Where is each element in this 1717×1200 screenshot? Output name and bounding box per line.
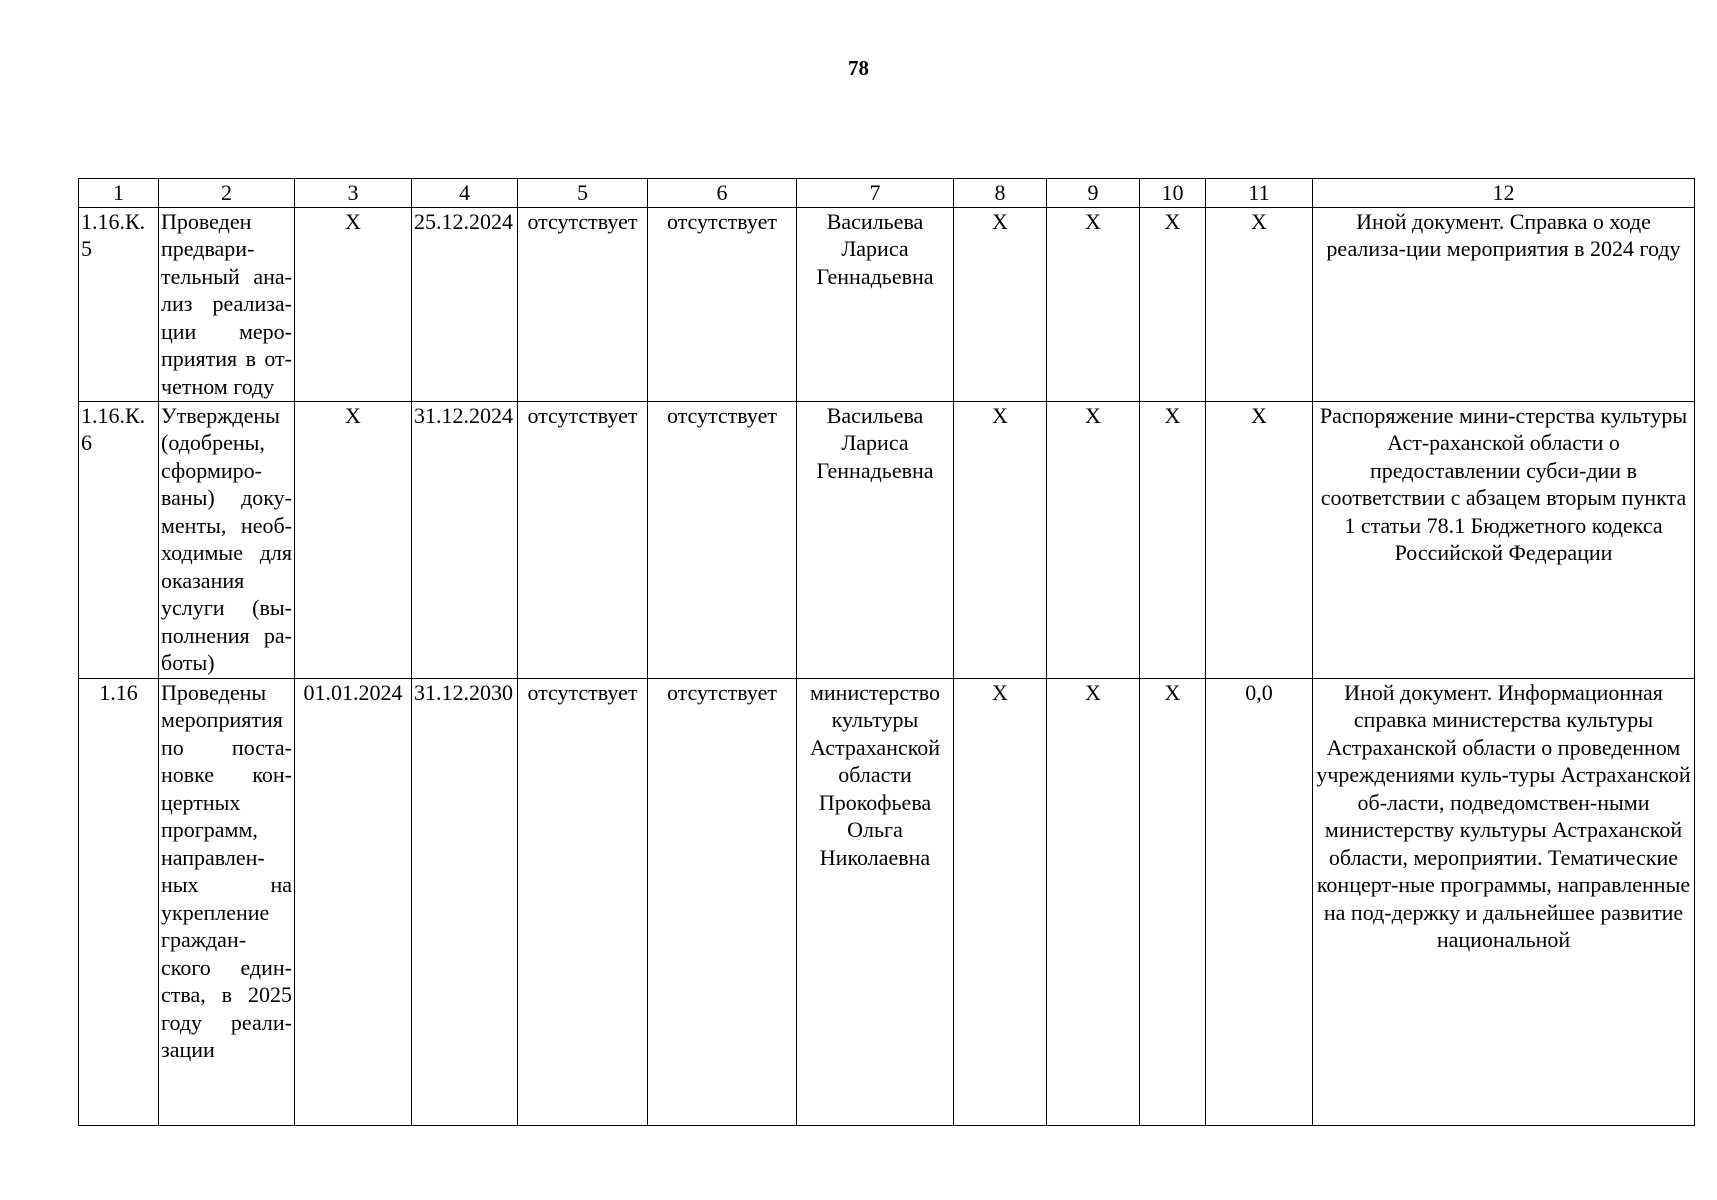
row-col5: отсутствует [518,207,648,401]
row-end: 25.12.2024 [412,207,518,401]
row-col9: X [1047,678,1140,1125]
row-document: Иной документ. Информационная справка министерства культуры Астраханской области о проведенном учреждениями куль-туры Астраханской об-ласти, подведомствен-ными министерству культуры Астраханской области, мероприятии. Тематические концерт-ные программы, направленные на под-держку и дальнейшее развитие национальной [1313,678,1695,1125]
row-id: 1.16.К.6 [79,401,159,678]
row-responsible: министерство культуры Астраханской области Прокофьева Ольга Николаевна [797,678,954,1125]
row-col6: отсутствует [648,678,797,1125]
row-col10: X [1140,401,1206,678]
row-start: X [295,207,412,401]
row-col6: отсутствует [648,207,797,401]
column-number: 5 [518,179,648,208]
column-number: 2 [159,179,295,208]
row-document: Иной документ. Справка о ходе реализа-ции мероприятия в 2024 году [1313,207,1695,401]
column-number: 4 [412,179,518,208]
row-start: 01.01.2024 [295,678,412,1125]
row-col11: X [1206,207,1313,401]
row-id: 1.16 [79,678,159,1125]
row-col11: X [1206,401,1313,678]
row-col11: 0,0 [1206,678,1313,1125]
row-document: Распоряжение мини-стерства культуры Аст-раханской области о предоставлении субси-дии в соответствии с абзацем вторым пункта 1 статьи 78.1 Бюджетного кодекса Российской Федерации [1313,401,1695,678]
document-table [78,178,1695,1126]
row-start: X [295,401,412,678]
column-number: 12 [1313,179,1695,208]
row-col6: отсутствует [648,401,797,678]
row-col8: X [954,207,1047,401]
row-id: 1.16.К.5 [79,207,159,401]
row-col9: X [1047,207,1140,401]
column-number-row [79,179,1695,208]
column-number: 3 [295,179,412,208]
row-description: Проведен предвари-тельный ана-лиз реализа-ции меро-приятия в от-четном году [159,207,295,401]
column-number: 6 [648,179,797,208]
row-col10: X [1140,207,1206,401]
row-col9: X [1047,401,1140,678]
column-number: 10 [1140,179,1206,208]
row-end: 31.12.2030 [412,678,518,1125]
row-col5: отсутствует [518,401,648,678]
table-row [79,401,1695,678]
row-description: Проведены мероприятия по поста-новке кон-цертных программ, направлен-ных на укрепление граждан-ского един-ства, в 2025 году реали-зации [159,678,295,1125]
row-col5: отсутствует [518,678,648,1125]
column-number: 1 [79,179,159,208]
row-col8: X [954,401,1047,678]
column-number: 7 [797,179,954,208]
column-number: 8 [954,179,1047,208]
row-col10: X [1140,678,1206,1125]
row-col8: X [954,678,1047,1125]
row-responsible: Васильева Лариса Геннадьевна [797,401,954,678]
table-row [79,678,1695,1125]
row-responsible: Васильева Лариса Геннадьевна [797,207,954,401]
page-number: 78 [848,56,869,80]
row-end: 31.12.2024 [412,401,518,678]
table-row [79,207,1695,401]
row-description: Утверждены (одобрены, сформиро-ваны) доку-менты, необ-ходимые для оказания услуги (вы-полнения ра-боты) [159,401,295,678]
column-number: 11 [1206,179,1313,208]
column-number: 9 [1047,179,1140,208]
